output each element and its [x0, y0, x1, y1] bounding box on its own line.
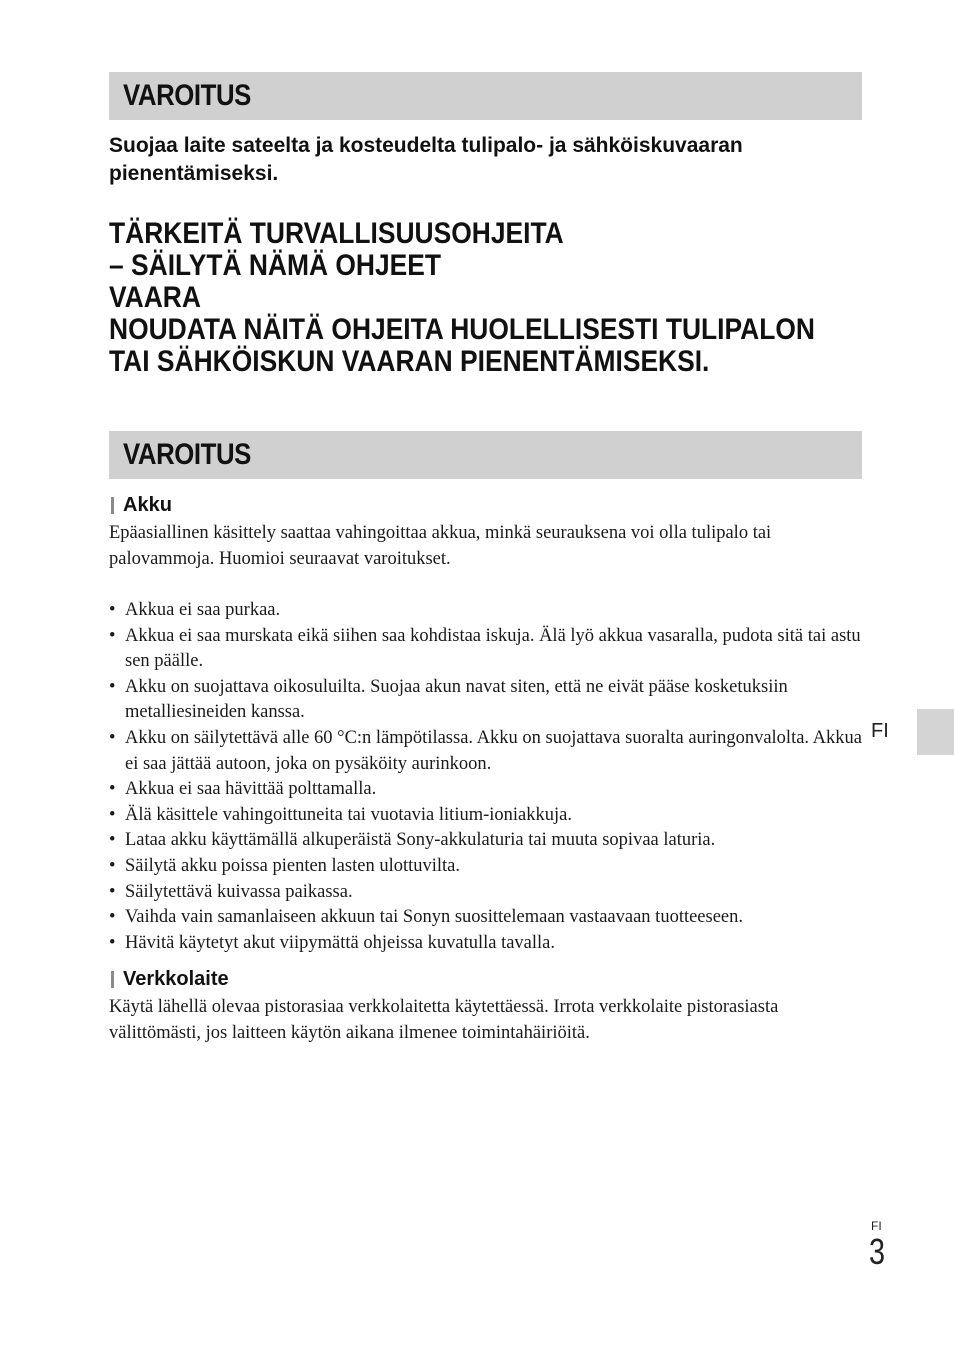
warning-banner-title: VAROITUS	[123, 79, 251, 112]
akku-intro-paragraph: Epäasiallinen käsittely saattaa vahingoittaa akkua, minkä seurauksena voi olla tulipalo tai palovammoja. Huomioi seuraavat varoitukset.	[109, 523, 772, 569]
warning-banner-second	[109, 431, 862, 479]
section-heading-label: Verkkolaite	[123, 968, 229, 990]
important-line-1: TÄRKEITÄ TURVALLISUUSOHJEITA	[109, 217, 564, 250]
page-number: 3	[869, 1231, 886, 1272]
warning-banner-title: VAROITUS	[123, 438, 251, 471]
side-language-tab	[917, 709, 954, 755]
akku-warning-item: • Hävitä käytetyt akut viipymättä ohjeissa kuvatulla tavalla.	[109, 931, 869, 957]
akku-warning-item: • Akku on säilytettävä alle 60 °C:n lämpötilassa. Akku on suojattava suoralta auringonvalolta. Akkua ei saa jättää autoon, joka on pysäköity aurinkoon.	[109, 726, 869, 777]
section-heading-akku	[109, 493, 172, 517]
warning-banner-top	[109, 72, 862, 120]
important-safety-heading	[109, 218, 949, 378]
verkkolaite-paragraph: Käytä lähellä olevaa pistorasiaa verkkolaitetta käytettäessä. Irrota verkkolaite pistorasiasta välittömästi, jos laitteen käytön aikana ilmenee toimintahäiriöitä.	[109, 997, 779, 1043]
section-heading-label: Akku	[123, 494, 172, 516]
important-line-5: TAI SÄHKÖISKUN VAARAN PIENENTÄMISEKSI.	[109, 345, 710, 378]
akku-warning-item: • Vaihda vain samanlaiseen akkuun tai Sonyn suosittelemaan vastaavaan tuotteeseen.	[109, 905, 869, 931]
akku-warning-item: • Akkua ei saa purkaa.	[109, 598, 869, 624]
important-line-3: VAARA	[109, 281, 201, 314]
footer-language-label: FI	[871, 1219, 882, 1233]
akku-warning-item: • Säilytettävä kuivassa paikassa.	[109, 880, 869, 906]
akku-warning-item: • Älä käsittele vahingoittuneita tai vuotavia litium-ioniakkuja.	[109, 803, 869, 829]
akku-warning-list	[109, 598, 869, 956]
akku-warning-item: • Akkua ei saa hävittää polttamalla.	[109, 777, 869, 803]
section-marker-bar	[111, 497, 114, 514]
important-line-2: – SÄILYTÄ NÄMÄ OHJEET	[109, 249, 442, 282]
akku-warning-item: • Lataa akku käyttämällä alkuperäistä Sony-akkulaturia tai muuta sopivaa laturia.	[109, 828, 869, 854]
important-line-4: NOUDATA NÄITÄ OHJEITA HUOLELLISESTI TULIPALON	[109, 313, 815, 346]
section-heading-verkkolaite	[109, 967, 229, 991]
section-marker-bar	[111, 971, 114, 988]
akku-warning-item: • Akkua ei saa murskata eikä siihen saa kohdistaa iskuja. Älä lyö akkua vasaralla, pudota sitä tai astu sen päälle.	[109, 624, 869, 675]
lead-warning-text: Suojaa laite sateelta ja kosteudelta tulipalo- ja sähköiskuvaaran pienentämiseksi.	[109, 134, 743, 185]
side-language-label: FI	[871, 720, 889, 742]
akku-warning-item: • Säilytä akku poissa pienten lasten ulottuvilta.	[109, 854, 869, 880]
akku-warning-item: • Akku on suojattava oikosuluilta. Suojaa akun navat siten, että ne eivät pääse kosketuksiin metalliesineiden kanssa.	[109, 675, 869, 726]
